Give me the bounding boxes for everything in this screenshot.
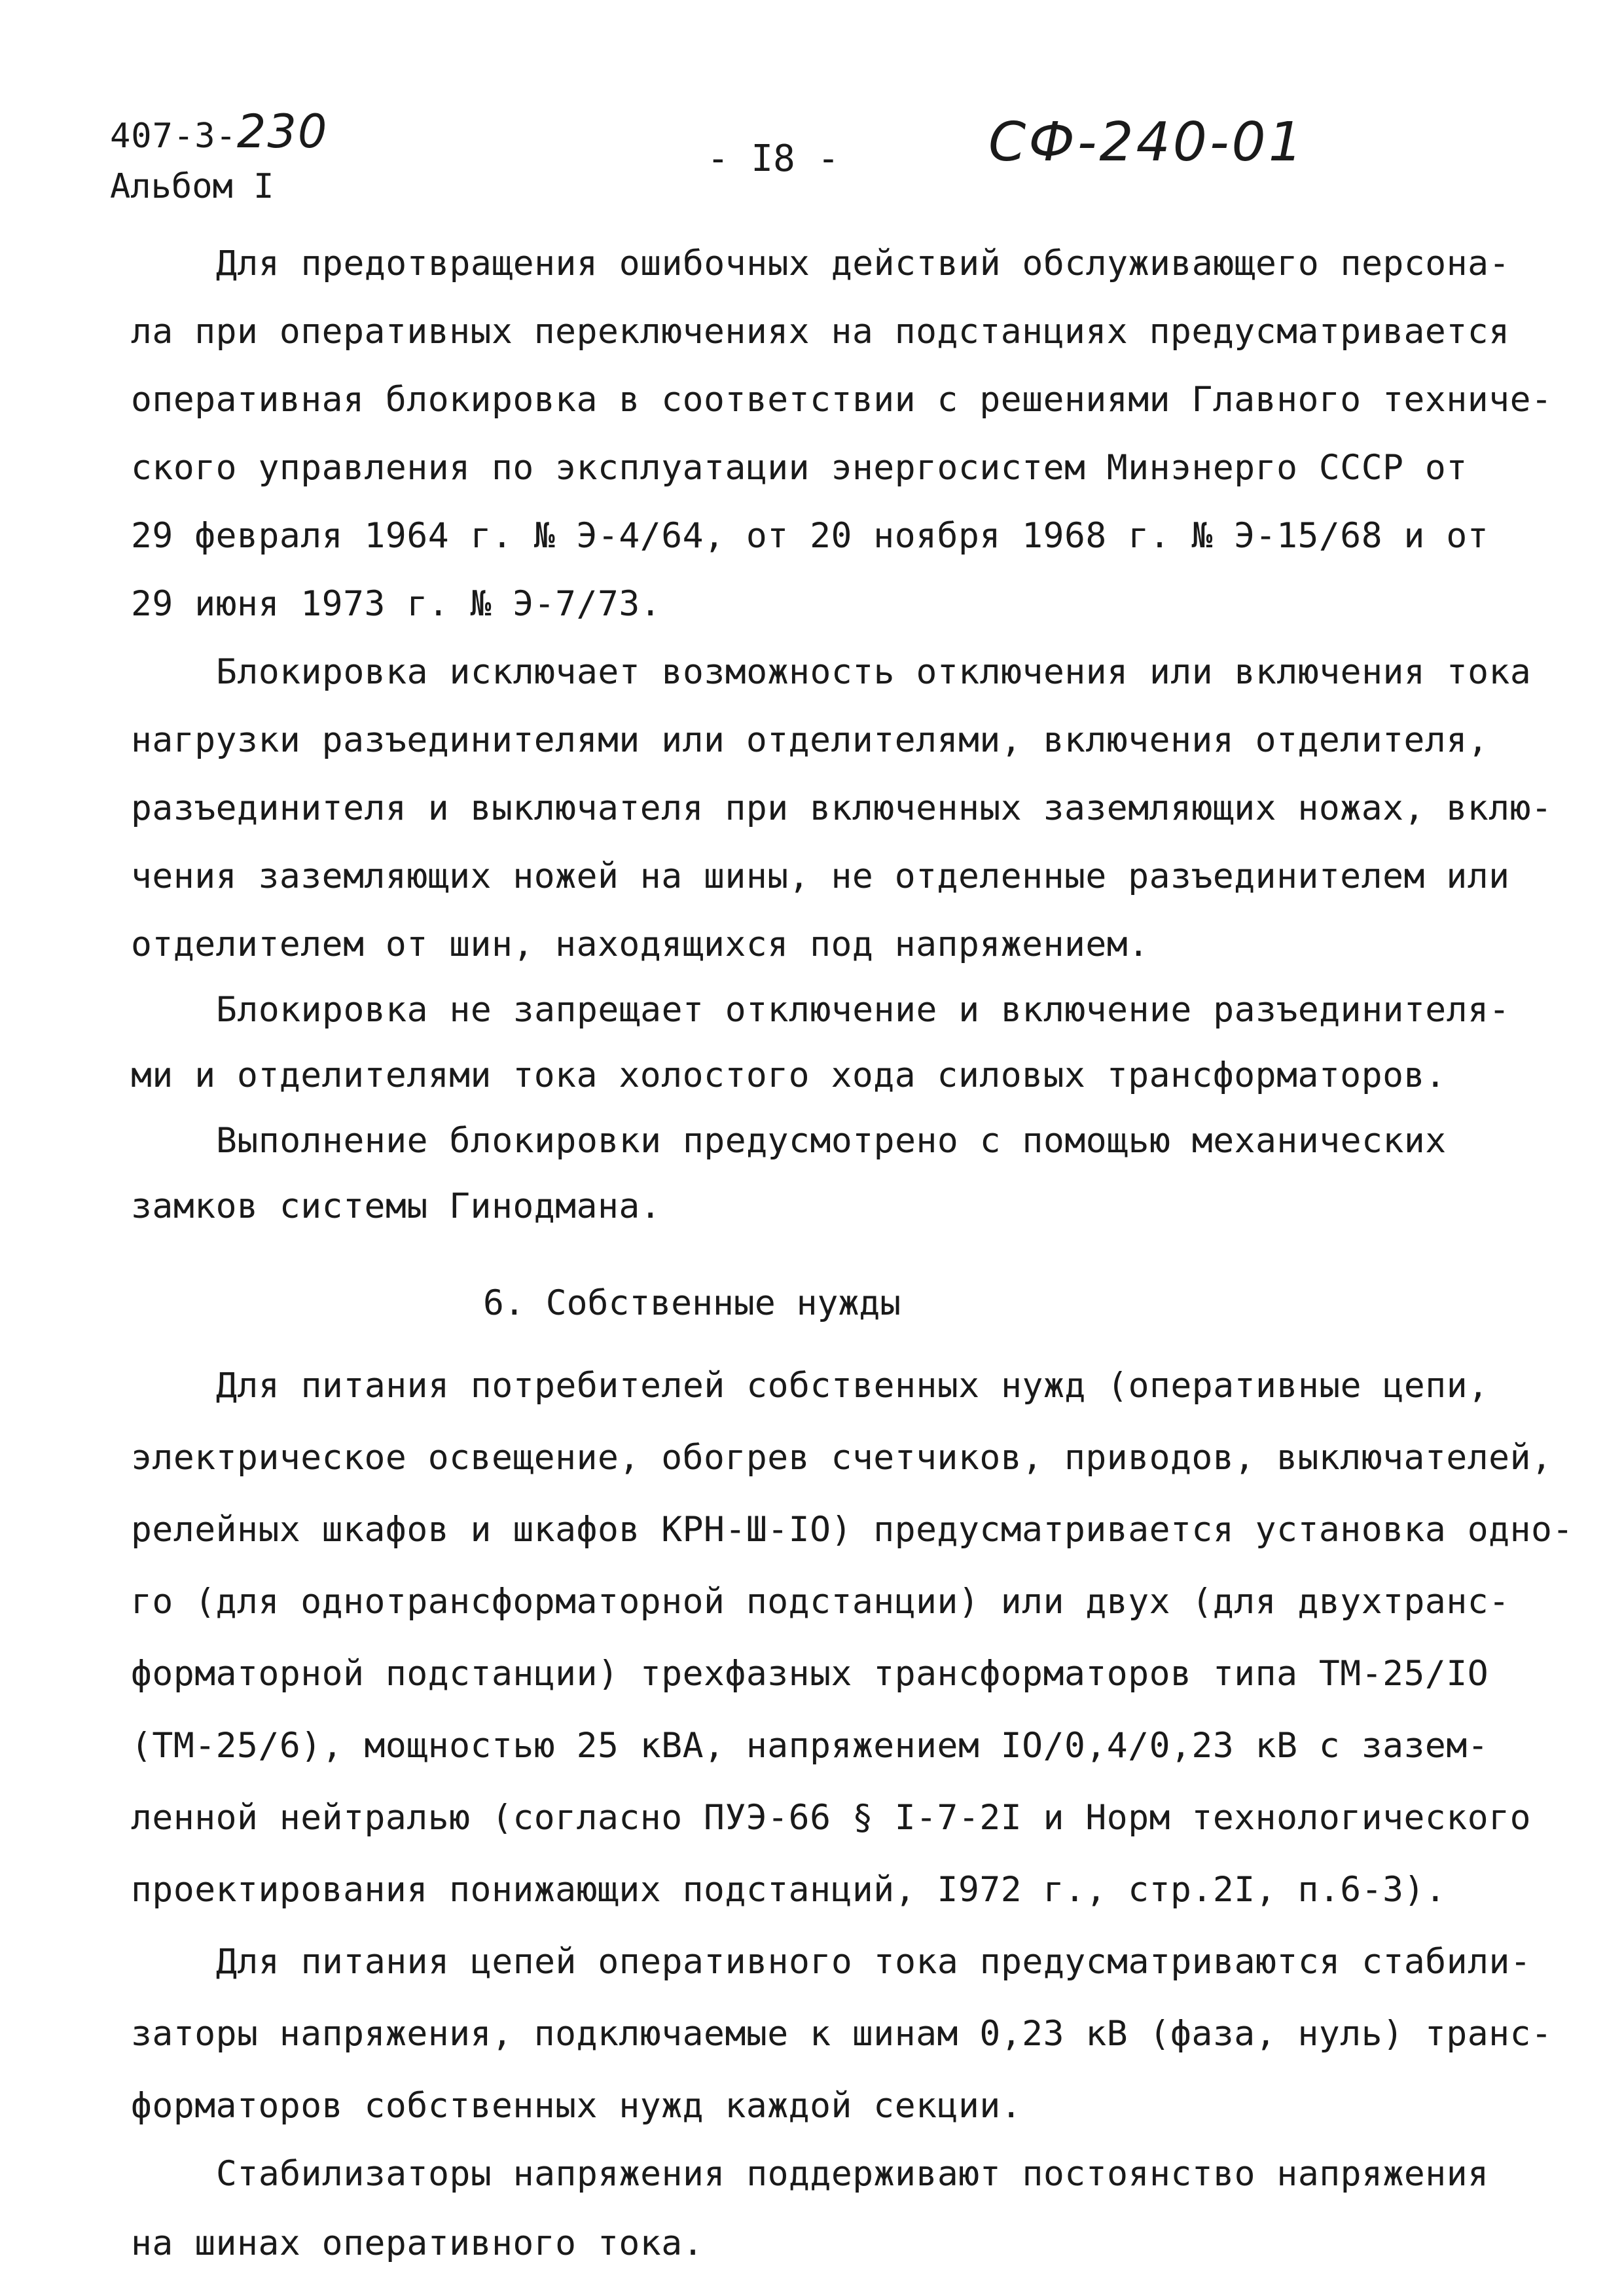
handwritten-sheet-number: СФ-240-01 xyxy=(988,111,1305,173)
text-line: проектирования понижающих подстанций, I972 г., стр.2I, п.6-3). xyxy=(131,1870,1447,1910)
text-line: ла при оперативных переключениях на подстанциях предусматривается xyxy=(131,312,1510,352)
text-line: замков системы Гинодмана. xyxy=(131,1186,662,1226)
text-line: электрическое освещение, обогрев счетчиков, приводов, выключателей, xyxy=(131,1438,1553,1478)
text-line: разъединителя и выключателя при включенных заземляющих ножах, вклю- xyxy=(131,788,1553,828)
text-line: ленной нейтралью (согласно ПУЭ-66 § I-7-2I и Норм технологического xyxy=(131,1798,1531,1838)
album-label: Альбом I xyxy=(110,167,274,206)
text-line: чения заземляющих ножей на шины, не отделенные разъединителем или xyxy=(131,856,1510,896)
text-line: Для питания цепей оперативного тока предусматриваются стабили- xyxy=(216,1942,1532,1982)
text-line: го (для однотрансформаторной подстанции) или двух (для двухтранс- xyxy=(131,1582,1510,1622)
text-line: Выполнение блокировки предусмотрено с помощью механических xyxy=(216,1121,1447,1161)
text-line: нагрузки разъединителями или отделителями, включения отделителя, xyxy=(131,720,1489,760)
text-line: оперативная блокировка в соответствии с решениями Главного техниче- xyxy=(131,380,1553,420)
text-line: Для питания потребителей собственных нужд (оперативные цепи, xyxy=(216,1366,1489,1406)
text-line: ми и отделителями тока холостого хода силовых трансформаторов. xyxy=(131,1055,1447,1095)
text-line: Блокировка не запрещает отключение и включение разъединителя- xyxy=(216,990,1510,1030)
text-line: Блокировка исключает возможность отключения или включения тока xyxy=(216,652,1532,692)
text-line: форматорной подстанции) трехфазных трансформаторов типа ТМ-25/IO xyxy=(131,1654,1489,1694)
text-line: 29 июня 1973 г. № Э-7/73. xyxy=(131,584,662,624)
text-line: (ТМ-25/6), мощностью 25 кВА, напряжением IO/0,4/0,23 кВ с зазем- xyxy=(131,1726,1489,1766)
document-code-handwritten: 230 xyxy=(236,105,329,158)
page-number: - I8 - xyxy=(707,137,840,180)
text-line: на шинах оперативного тока. xyxy=(131,2223,704,2263)
section-heading: 6. Собственные нужды xyxy=(483,1283,901,1323)
text-line: заторы напряжения, подключаемые к шинам 0,23 кВ (фаза, нуль) транс- xyxy=(131,2014,1553,2054)
text-line: Стабилизаторы напряжения поддерживают постоянство напряжения xyxy=(216,2154,1489,2194)
text-line: релейных шкафов и шкафов КРН-Ш-IO) предусматривается установка одно- xyxy=(131,1510,1574,1550)
text-line: отделителем от шин, находящихся под напряжением. xyxy=(131,924,1149,964)
text-line: ского управления по эксплуатации энергосистем Минэнерго СССР от xyxy=(131,448,1468,488)
text-line: форматоров собственных нужд каждой секции. xyxy=(131,2086,1022,2126)
text-line: Для предотвращения ошибочных действий обслуживающего персона- xyxy=(216,244,1510,283)
text-line: 29 февраля 1964 г. № Э-4/64, от 20 ноября 1968 г. № Э-15/68 и от xyxy=(131,516,1489,556)
document-code xyxy=(110,105,328,158)
document-code-prefix: 407-3- xyxy=(110,117,237,156)
